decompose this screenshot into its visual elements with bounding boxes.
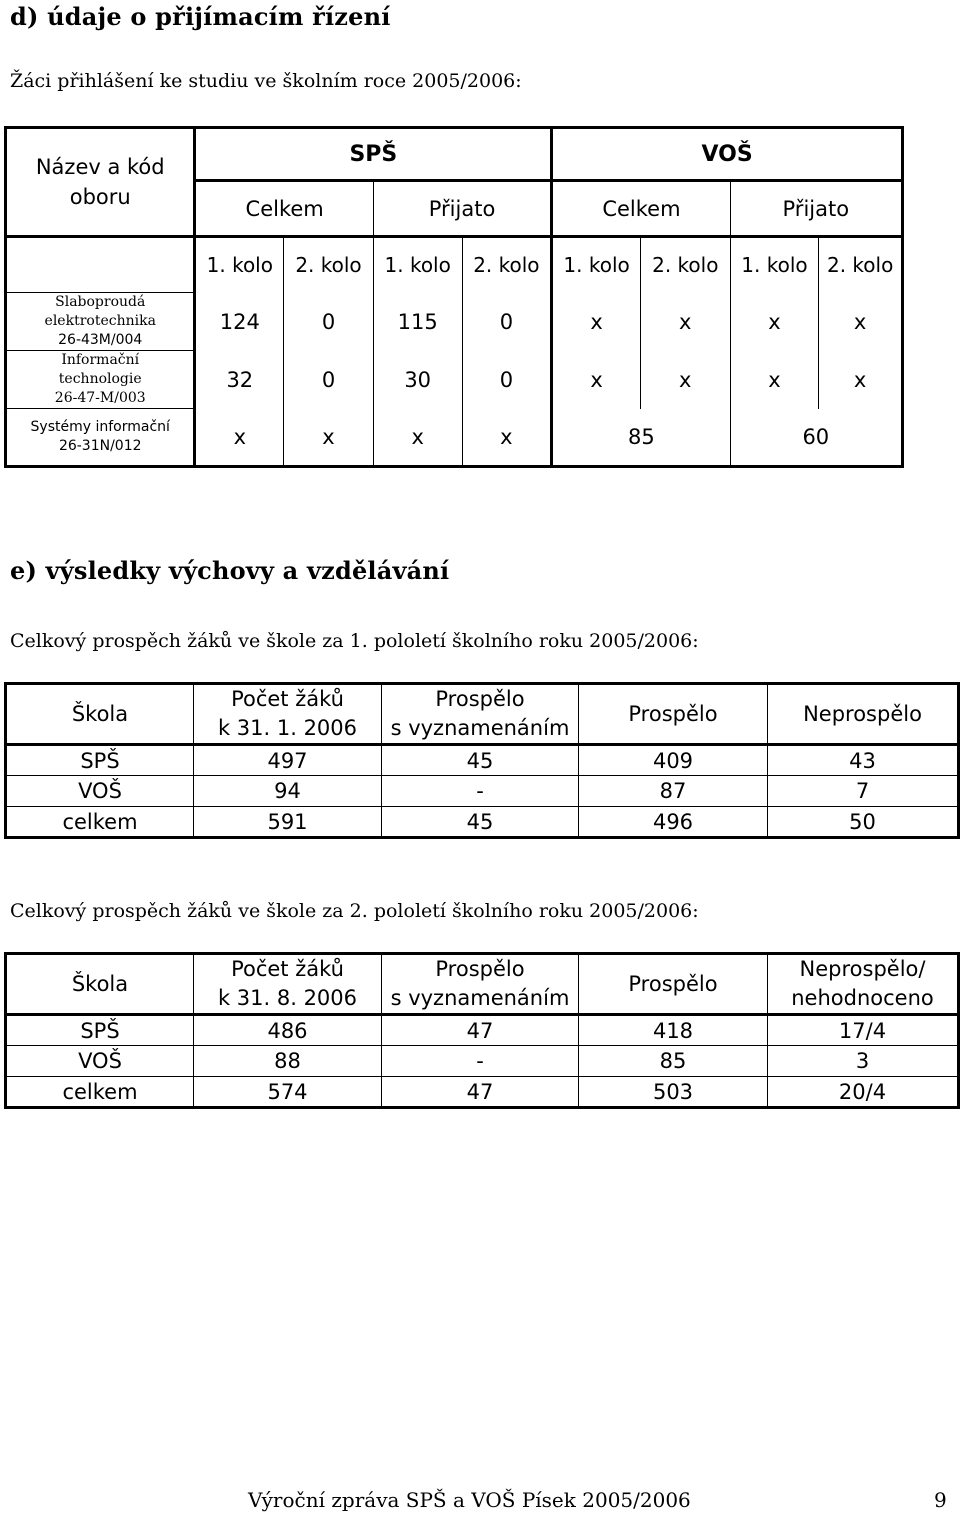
value-cell: x — [284, 409, 374, 467]
value-cell: x — [373, 409, 462, 467]
header-passed: Prospělo — [579, 954, 768, 1015]
value-cell: 45 — [382, 745, 579, 776]
value-cell: x — [730, 351, 819, 409]
value-cell: 0 — [462, 293, 552, 351]
round-header: 1. kolo — [730, 237, 819, 293]
value-cell: 115 — [373, 293, 462, 351]
value-cell: 7 — [768, 776, 959, 807]
table-row — [6, 1015, 959, 1046]
round-header: 1. kolo — [373, 237, 462, 293]
table-row — [6, 745, 959, 776]
field-name-cell: Systémy informační 26-31N/012 — [6, 409, 195, 467]
value-cell: 124 — [195, 293, 284, 351]
value-cell: 88 — [194, 1046, 382, 1077]
value-cell: 0 — [284, 293, 374, 351]
round-header: 2. kolo — [462, 237, 552, 293]
value-cell: 0 — [284, 351, 374, 409]
value-cell: 60 — [802, 424, 830, 449]
table-row — [6, 293, 903, 351]
header-vos-total: Celkem — [552, 181, 730, 237]
section-d-intro: Žáci přihlášení ke studiu ve školním roce 2005/2006: — [10, 70, 522, 92]
admission-table — [4, 126, 904, 468]
value-cell: 497 — [194, 745, 382, 776]
sem2-intro: Celkový prospěch žáků ve škole za 2. pololetí školního roku 2005/2006: — [10, 900, 699, 922]
value-cell: 3 — [768, 1046, 959, 1077]
header-sps-accepted: Přijato — [373, 181, 551, 237]
header-sps-total: Celkem — [195, 181, 373, 237]
section-e-title: e) výsledky výchovy a vzdělávání — [10, 556, 450, 585]
table-row — [6, 807, 959, 838]
value-cell: x — [552, 293, 641, 351]
value-cell: 94 — [194, 776, 382, 807]
value-cell: x — [640, 293, 730, 351]
value-cell: x — [640, 351, 730, 409]
field-name-cell: Slaboproudá elektrotechnika 26-43M/004 — [6, 293, 195, 351]
value-cell: - — [382, 1046, 579, 1077]
header-honors: Prospělo s vyznamenáním — [382, 684, 579, 745]
value-cell: 30 — [373, 351, 462, 409]
header-field-name: Název a kód oboru — [6, 128, 195, 237]
school-cell: SPŠ — [6, 745, 194, 776]
round-header: 1. kolo — [195, 237, 284, 293]
header-count: Počet žáků k 31. 1. 2006 — [194, 684, 382, 745]
results-sem1-table — [4, 682, 960, 839]
round-header: 2. kolo — [826, 253, 894, 278]
value-cell: 47 — [382, 1077, 579, 1108]
header-honors: Prospělo s vyznamenáním — [382, 954, 579, 1015]
table-row — [6, 409, 903, 467]
header-vos-accepted: Přijato — [730, 181, 902, 237]
school-cell: celkem — [6, 1077, 194, 1108]
value-cell: x — [853, 367, 867, 392]
page-number: 9 — [934, 1488, 947, 1512]
header-vos: VOŠ — [552, 128, 903, 181]
value-cell: 85 — [552, 409, 730, 467]
footer-text: Výroční zpráva SPŠ a VOŠ Písek 2005/2006 — [248, 1488, 691, 1512]
school-cell: SPŠ — [6, 1015, 194, 1046]
header-school: Škola — [6, 954, 194, 1015]
school-cell: celkem — [6, 807, 194, 838]
header-empty-cell — [6, 237, 195, 293]
value-cell: 574 — [194, 1077, 382, 1108]
school-cell: VOŠ — [6, 1046, 194, 1077]
round-header: 1. kolo — [552, 237, 641, 293]
value-cell: 591 — [194, 807, 382, 838]
header-sps: SPŠ — [195, 128, 552, 181]
round-header: 2. kolo — [284, 237, 374, 293]
table-row — [6, 776, 959, 807]
table-row — [6, 1046, 959, 1077]
sem1-intro: Celkový prospěch žáků ve škole za 1. pololetí školního roku 2005/2006: — [10, 630, 699, 652]
value-cell: 32 — [195, 351, 284, 409]
value-cell: 43 — [768, 745, 959, 776]
value-cell: 17/4 — [768, 1015, 959, 1046]
value-cell: 503 — [579, 1077, 768, 1108]
header-school: Škola — [6, 684, 194, 745]
header-failed: Neprospělo/ nehodnoceno — [768, 954, 959, 1015]
value-cell: 45 — [382, 807, 579, 838]
value-cell: 0 — [462, 351, 552, 409]
value-cell: x — [195, 409, 284, 467]
value-cell: 87 — [579, 776, 768, 807]
header-failed: Neprospělo — [768, 684, 959, 745]
value-cell: 409 — [579, 745, 768, 776]
value-cell: x — [552, 351, 641, 409]
value-cell: x — [853, 309, 867, 334]
section-d-title: d) údaje o přijímacím řízení — [10, 2, 391, 31]
value-cell: x — [462, 409, 552, 467]
field-name-cell: Informační technologie 26-47-M/003 — [6, 351, 195, 409]
value-cell: 486 — [194, 1015, 382, 1046]
header-passed: Prospělo — [579, 684, 768, 745]
value-cell: - — [382, 776, 579, 807]
header-count: Počet žáků k 31. 8. 2006 — [194, 954, 382, 1015]
value-cell: 47 — [382, 1015, 579, 1046]
value-cell: 20/4 — [768, 1077, 959, 1108]
value-cell: 85 — [579, 1046, 768, 1077]
value-cell: 418 — [579, 1015, 768, 1046]
value-cell: 50 — [768, 807, 959, 838]
value-cell: x — [730, 293, 819, 351]
value-cell: 496 — [579, 807, 768, 838]
table-row — [6, 1077, 959, 1108]
table-row — [6, 351, 903, 409]
round-header: 2. kolo — [640, 237, 730, 293]
school-cell: VOŠ — [6, 776, 194, 807]
results-sem2-table — [4, 952, 960, 1109]
